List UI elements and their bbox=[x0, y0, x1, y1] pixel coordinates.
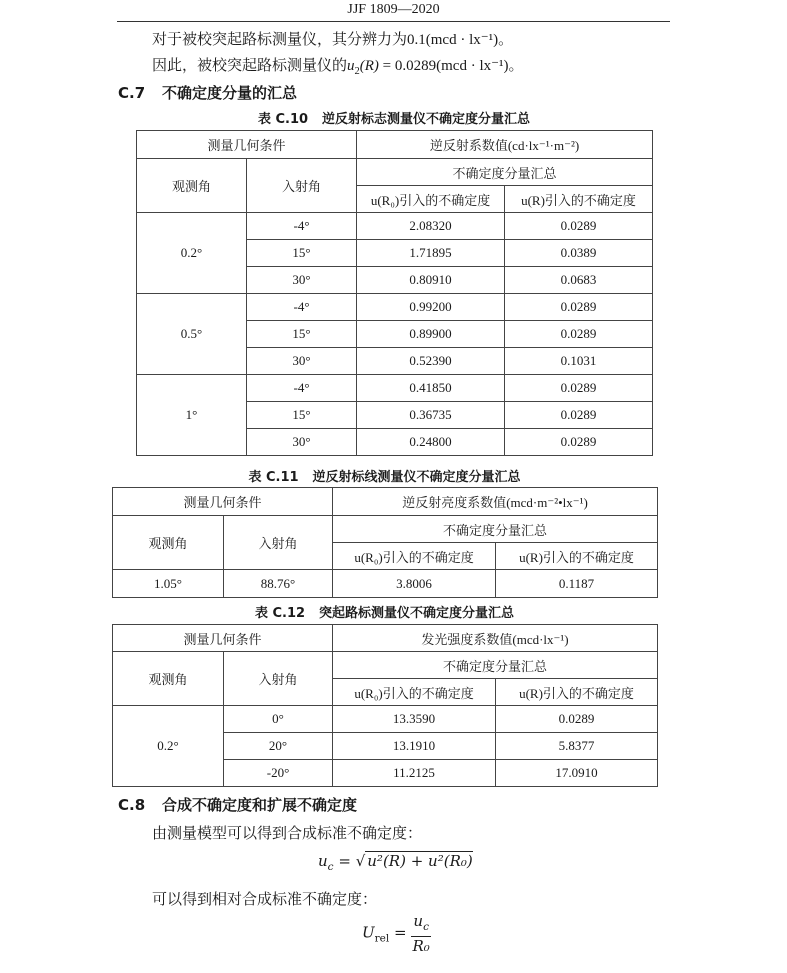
observation-angle-cell: 1° bbox=[137, 375, 247, 456]
section-title: 合成不确定度和扩展不确定度 bbox=[162, 796, 358, 814]
u-r-cell: 0.0289 bbox=[505, 402, 653, 429]
section-c8-heading bbox=[118, 794, 357, 815]
u-subscript: 2 bbox=[354, 66, 360, 77]
value-header: 逆反射亮度系数值(mcd·m⁻²•lx⁻¹) bbox=[333, 488, 658, 516]
table-row bbox=[137, 294, 653, 321]
u-r-header: u(R)引入的不确定度 bbox=[496, 679, 658, 706]
entrance-angle-cell: 88.76° bbox=[224, 570, 333, 598]
u-r-cell: 0.1031 bbox=[505, 348, 653, 375]
observation-angle-cell: 0.2° bbox=[137, 213, 247, 294]
u-r-cell: 0.0289 bbox=[505, 429, 653, 456]
u-r0-cell: 1.71895 bbox=[357, 240, 505, 267]
value-header: 逆反射系数值(cd·lx⁻¹·m⁻²) bbox=[357, 131, 653, 159]
u-r-cell: 0.0289 bbox=[505, 213, 653, 240]
u-r0-header: u(R₀)引入的不确定度 bbox=[333, 543, 496, 570]
formula-relative-uncertainty bbox=[362, 912, 431, 955]
u-r-cell: 17.0910 bbox=[496, 760, 658, 787]
summary-header: 不确定度分量汇总 bbox=[333, 516, 658, 543]
sqrt-icon: √ bbox=[355, 852, 366, 870]
u-r0-cell: 0.80910 bbox=[357, 267, 505, 294]
table-row bbox=[137, 213, 653, 240]
combined-text-2: 可以得到相对合成标准不确定度： bbox=[152, 892, 378, 908]
u-r0-cell: 2.08320 bbox=[357, 213, 505, 240]
entrance-angle-cell: -4° bbox=[247, 213, 357, 240]
formula-lhs-sub: rel bbox=[374, 932, 390, 945]
observation-angle-header: 观测角 bbox=[113, 652, 224, 706]
observation-angle-cell: 1.05° bbox=[113, 570, 224, 598]
running-header: JJF 1809—2020 bbox=[347, 2, 440, 17]
u-r0-cell: 0.99200 bbox=[357, 294, 505, 321]
entrance-angle-cell: -4° bbox=[247, 294, 357, 321]
u-r0-cell: 3.8006 bbox=[333, 570, 496, 598]
table-row bbox=[113, 706, 658, 733]
denominator: R₀ bbox=[412, 937, 430, 955]
table-title: 逆反射标志测量仪不确定度分量汇总 bbox=[322, 112, 531, 127]
formula-combined-uncertainty bbox=[318, 852, 473, 873]
intro-line-2-value: = 0.0289(mcd · lx⁻¹)。 bbox=[378, 58, 524, 74]
fraction bbox=[411, 912, 431, 955]
formula-lhs: U bbox=[362, 923, 375, 942]
table-c10-caption bbox=[136, 108, 652, 127]
u-r0-cell: 0.52390 bbox=[357, 348, 505, 375]
intro-line-2 bbox=[152, 54, 524, 77]
entrance-angle-cell: 15° bbox=[247, 402, 357, 429]
u-r-cell: 0.0389 bbox=[505, 240, 653, 267]
entrance-angle-cell: 0° bbox=[224, 706, 333, 733]
formula-rhs: u²(R) + u²(R₀) bbox=[367, 852, 473, 870]
formula-lhs: u bbox=[318, 852, 328, 870]
numerator: $u_c$ bbox=[411, 912, 431, 937]
entrance-angle-cell: -4° bbox=[247, 375, 357, 402]
observation-angle-header: 观测角 bbox=[113, 516, 224, 570]
table-title: 突起路标测量仪不确定度分量汇总 bbox=[319, 606, 515, 621]
geometry-header: 测量几何条件 bbox=[137, 131, 357, 159]
equals-sign: = bbox=[394, 923, 407, 942]
u-r-header: u(R)引入的不确定度 bbox=[496, 543, 658, 570]
u-r-cell: 0.1187 bbox=[496, 570, 658, 598]
equals-sign: = bbox=[338, 852, 351, 870]
u-r0-header: u(R₀)引入的不确定度 bbox=[357, 186, 505, 213]
u-r0-cell: 13.1910 bbox=[333, 733, 496, 760]
combined-text-1: 由测量模型可以得到合成标准不确定度： bbox=[152, 826, 423, 842]
entrance-angle-cell: 15° bbox=[247, 321, 357, 348]
table-c11 bbox=[112, 487, 658, 598]
observation-angle-cell: 0.2° bbox=[113, 706, 224, 787]
entrance-angle-cell: 20° bbox=[224, 733, 333, 760]
table-number: 表 C.11 bbox=[248, 470, 299, 485]
geometry-header: 测量几何条件 bbox=[113, 625, 333, 652]
entrance-angle-cell: 30° bbox=[247, 267, 357, 294]
intro-line-2-text: 因此，被校突起路标测量仪的 bbox=[152, 58, 348, 74]
intro-line-1: 对于被校突起路标测量仪，其分辨力为0.1(mcd · lx⁻¹)。 bbox=[152, 32, 514, 48]
formula-lhs-sub: c bbox=[327, 861, 334, 873]
entrance-angle-header: 入射角 bbox=[247, 159, 357, 213]
entrance-angle-header: 入射角 bbox=[224, 516, 333, 570]
table-row bbox=[113, 570, 658, 598]
section-title: 不确定度分量的汇总 bbox=[162, 84, 298, 102]
u-r0-cell: 0.36735 bbox=[357, 402, 505, 429]
table-number: 表 C.10 bbox=[257, 112, 309, 127]
u-r0-cell: 11.2125 bbox=[333, 760, 496, 787]
summary-header: 不确定度分量汇总 bbox=[333, 652, 658, 679]
value-header: 发光强度系数值(mcd·lx⁻¹) bbox=[333, 625, 658, 652]
u-symbol: u bbox=[347, 58, 355, 74]
u-r-cell: 0.0289 bbox=[505, 375, 653, 402]
entrance-angle-cell: 30° bbox=[247, 348, 357, 375]
entrance-angle-header: 入射角 bbox=[224, 652, 333, 706]
u-r-cell: 0.0289 bbox=[496, 706, 658, 733]
u-r0-cell: 0.89900 bbox=[357, 321, 505, 348]
summary-header: 不确定度分量汇总 bbox=[357, 159, 653, 186]
section-number: C.7 bbox=[118, 84, 146, 102]
table-c12-caption bbox=[112, 602, 657, 621]
u-r0-cell: 0.24800 bbox=[357, 429, 505, 456]
u-r-cell: 0.0289 bbox=[505, 321, 653, 348]
table-row bbox=[137, 375, 653, 402]
header-rule bbox=[117, 21, 670, 22]
u-r0-header: u(R₀)引入的不确定度 bbox=[333, 679, 496, 706]
observation-angle-header: 观测角 bbox=[137, 159, 247, 213]
u-r0-cell: 13.3590 bbox=[333, 706, 496, 733]
u-r-cell: 0.0683 bbox=[505, 267, 653, 294]
table-number: 表 C.12 bbox=[254, 606, 306, 621]
u-r-header: u(R)引入的不确定度 bbox=[505, 186, 653, 213]
table-c10 bbox=[136, 130, 653, 456]
table-c12 bbox=[112, 624, 658, 787]
u-r-cell: 5.8377 bbox=[496, 733, 658, 760]
section-c7-heading bbox=[118, 82, 297, 103]
table-c11-caption bbox=[112, 466, 657, 485]
entrance-angle-cell: 30° bbox=[247, 429, 357, 456]
section-number: C.8 bbox=[118, 796, 146, 814]
observation-angle-cell: 0.5° bbox=[137, 294, 247, 375]
u-r-cell: 0.0289 bbox=[505, 294, 653, 321]
geometry-header: 测量几何条件 bbox=[113, 488, 333, 516]
u-argument: (R) bbox=[359, 58, 379, 74]
entrance-angle-cell: -20° bbox=[224, 760, 333, 787]
entrance-angle-cell: 15° bbox=[247, 240, 357, 267]
u-r0-cell: 0.41850 bbox=[357, 375, 505, 402]
table-title: 逆反射标线测量仪不确定度分量汇总 bbox=[312, 470, 521, 485]
